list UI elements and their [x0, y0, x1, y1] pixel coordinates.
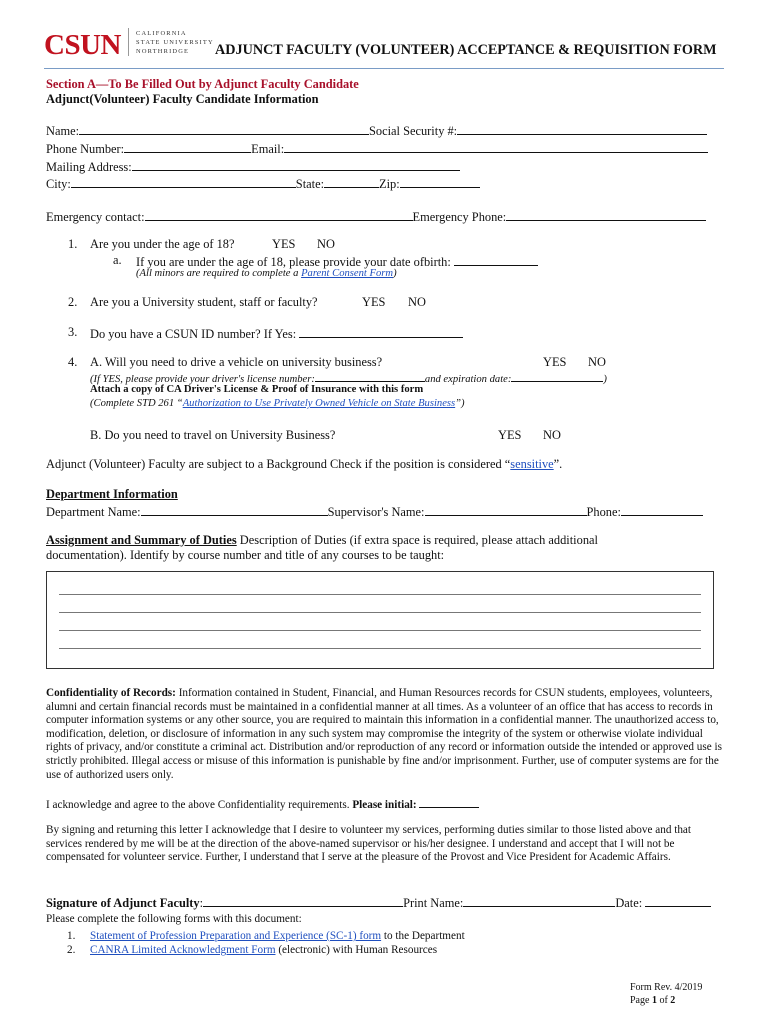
signature-row: [46, 894, 711, 911]
csun-id-field[interactable]: [299, 325, 463, 338]
section-a-subheading: Adjunct(Volunteer) Faculty Candidate Information: [46, 92, 319, 106]
q4a-note3-post: ”): [455, 398, 465, 409]
q4b-no[interactable]: NO: [543, 428, 561, 442]
department-row: [46, 503, 703, 520]
q3-row: [90, 325, 463, 342]
license-label: (If YES, please provide your driver's license number:: [90, 374, 315, 385]
logo-sub-2: STATE UNIVERSITY: [136, 39, 214, 46]
confidentiality-heading: Confidentiality of Records:: [46, 687, 176, 699]
name-row: [46, 122, 707, 139]
duties-text2: documentation). Identify by course number and title of any courses to be taught:: [46, 548, 445, 562]
emergency-phone-label: Emergency Phone:: [412, 210, 507, 224]
complete-note: Please complete the following forms with this document:: [46, 913, 302, 925]
mailing-row: [46, 158, 460, 175]
ack-row: [46, 797, 479, 811]
state-field[interactable]: [324, 175, 379, 188]
supervisor-field[interactable]: [425, 503, 587, 516]
q4a-yes[interactable]: YES: [543, 355, 567, 369]
dept-phone-label: Phone:: [586, 505, 621, 519]
signature-label: Signature of Adjunct Faculty: [46, 896, 200, 910]
header-rule: [44, 68, 724, 69]
print-name-field[interactable]: [463, 894, 615, 907]
form-item-2: [90, 944, 437, 956]
logo-sub-3: NORTHRIDGE: [136, 48, 190, 55]
duties-line1: [46, 533, 598, 548]
q2-text: Are you a University student, staff or faculty?: [90, 295, 318, 309]
q4b-text: B. Do you need to travel on University Business?: [90, 428, 336, 442]
ack-text: I acknowledge and agree to the above Confidentiality requirements.: [46, 799, 353, 811]
expiration-field[interactable]: [511, 371, 603, 382]
logo-divider: [128, 28, 129, 56]
q4a-note1-close: ): [603, 374, 607, 385]
background-pre: Adjunct (Volunteer) Faculty are subject to a Background Check if the position is considered “: [46, 457, 511, 471]
duties-textbox[interactable]: [46, 571, 714, 669]
dob-field[interactable]: [454, 253, 538, 266]
date-label: Date:: [615, 896, 643, 910]
signature-colon: :: [199, 896, 204, 910]
phone-field[interactable]: [124, 140, 251, 153]
page-number: [630, 995, 675, 1006]
form-revision: Form Rev. 4/2019: [630, 982, 703, 993]
state-label: State:: [295, 177, 325, 191]
canra-form-link[interactable]: CANRA Limited Acknowledgment Form: [90, 944, 276, 956]
std261-link[interactable]: Authorization to Use Privately Owned Vehicle on State Business: [182, 398, 456, 409]
section-a-heading: Section A—To Be Filled Out by Adjunct Faculty Candidate: [46, 77, 359, 91]
sc1-form-link[interactable]: Statement of Profession Preparation and Experience (SC-1) form: [90, 930, 382, 942]
q1a-note-post: ): [393, 268, 397, 279]
q4a-note2: Attach a copy of CA Driver's License & Proof of Insurance with this form: [90, 384, 424, 395]
emergency-phone-field[interactable]: [506, 208, 706, 221]
print-name-label: Print Name:: [403, 896, 464, 910]
confidentiality-body: Information contained in Student, Financial, and Human Resources records for CSUN students, employees, volunteers, alumni and certain financial records must be maintained in a confidential manner at all times. As a volunteer of an office that has access to records in computer information systems or any other source, you are required to maintain this information in a confidential manner. The unauthorized access to, modification, deletion, or disclosure of information in any such system may compromise the integrity of the system or otherwise violate individual rights of privacy, and/or constitute a criminal act. Distribution and/or reproduction of any record or information outside the intended or approved use is strictly prohibited. Illegal access or misuse of this information is punishable by fine and/or imprisonment. Further, use of computer systems are for the use of authorized users only.: [46, 687, 722, 781]
city-row: [46, 175, 480, 192]
form-item-1-post: to the Department: [381, 930, 465, 942]
logo-text: CSUN: [44, 29, 121, 61]
q2-number: 2.: [68, 295, 78, 309]
sensitive-link[interactable]: sensitive: [510, 457, 554, 471]
page-total: 2: [670, 995, 676, 1006]
duties-line: [59, 648, 701, 649]
q4a-note3: [90, 398, 465, 409]
email-field[interactable]: [284, 140, 708, 153]
q4b-yes[interactable]: YES: [498, 428, 522, 442]
form-item-2-number: 2.: [67, 944, 76, 956]
form-item-1-number: 1.: [67, 930, 76, 942]
q1-no[interactable]: NO: [317, 237, 335, 251]
q4a-note1: [90, 371, 607, 385]
name-field[interactable]: [79, 122, 369, 135]
emergency-contact-label: Emergency contact:: [46, 210, 145, 224]
ssn-label: Social Security #:: [369, 124, 458, 138]
form-title: ADJUNCT FACULTY (VOLUNTEER) ACCEPTANCE & REQUISITION FORM: [215, 42, 717, 58]
background-check: [46, 457, 562, 472]
city-label: City:: [46, 177, 71, 191]
q4-number: 4.: [68, 355, 78, 369]
confidentiality-paragraph: [46, 687, 726, 782]
duties-line: [59, 594, 701, 595]
initial-label: Please initial:: [352, 799, 417, 811]
parent-consent-link[interactable]: Parent Consent Form: [301, 268, 394, 279]
email-label: Email:: [251, 142, 285, 156]
duties-heading: Assignment and Summary of Duties: [46, 533, 237, 547]
q4a-no[interactable]: NO: [588, 355, 606, 369]
mailing-label: Mailing Address:: [46, 160, 132, 174]
emergency-contact-field[interactable]: [145, 208, 413, 221]
q3-text: Do you have a CSUN ID number? If Yes:: [90, 327, 297, 341]
dept-name-label: Department Name:: [46, 505, 141, 519]
q1a-text: If you are under the age of 18, please provide your date ofbirth:: [136, 255, 451, 269]
supervisor-label: Supervisor's Name:: [327, 505, 425, 519]
dept-phone-field[interactable]: [621, 503, 703, 516]
zip-field[interactable]: [400, 175, 480, 188]
zip-label: Zip:: [379, 177, 400, 191]
q1a-letter: a.: [113, 253, 122, 267]
duties-line: [59, 630, 701, 631]
q1a-note-pre: (All minors are required to complete a: [136, 268, 302, 279]
initial-field[interactable]: [419, 797, 479, 808]
q1a-note: [136, 268, 397, 279]
department-heading: Department Information: [46, 487, 178, 501]
phone-row: [46, 140, 708, 157]
date-field[interactable]: [645, 894, 711, 907]
license-field[interactable]: [315, 371, 425, 382]
q4a-text: A. Will you need to drive a vehicle on university business?: [90, 355, 383, 369]
page-label: Page: [630, 995, 652, 1006]
expiration-label: and expiration date:: [424, 374, 512, 385]
page-of: of: [656, 995, 671, 1006]
form-item-1: [90, 930, 465, 942]
q2-no[interactable]: NO: [408, 295, 426, 309]
q1-number: 1.: [68, 237, 78, 251]
duties-text1: Description of Duties (if extra space is required, please attach additional: [236, 533, 598, 547]
name-label: Name:: [46, 124, 80, 138]
dept-name-field[interactable]: [141, 503, 328, 516]
phone-label: Phone Number:: [46, 142, 125, 156]
city-field[interactable]: [71, 175, 296, 188]
mailing-field[interactable]: [132, 158, 460, 171]
q2-yes[interactable]: YES: [362, 295, 386, 309]
page-current: 1: [651, 995, 657, 1006]
q3-number: 3.: [68, 325, 78, 339]
form-item-2-post: (electronic) with Human Resources: [275, 944, 438, 956]
signing-paragraph: By signing and returning this letter I acknowledge that I desire to volunteer my services, performing duties similar to those listed above and that services rendered by me will be at the direction of the above-named supervisor or his/her designee. I understand and accept that I will not be compensated for volunteer service. Further, I understand that I serve at the pleasure of the Provost and Vice President for Academic Affairs.: [46, 824, 691, 864]
logo-sub-1: CALIFORNIA: [136, 30, 187, 37]
ssn-field[interactable]: [457, 122, 707, 135]
q4a-note3-pre: (Complete STD 261 “: [90, 398, 183, 409]
duties-line: [59, 612, 701, 613]
background-post: ”.: [553, 457, 563, 471]
signature-field[interactable]: [203, 894, 403, 907]
q1-text: Are you under the age of 18?: [90, 237, 235, 251]
emergency-row: [46, 208, 706, 225]
q1-yes[interactable]: YES: [272, 237, 296, 251]
